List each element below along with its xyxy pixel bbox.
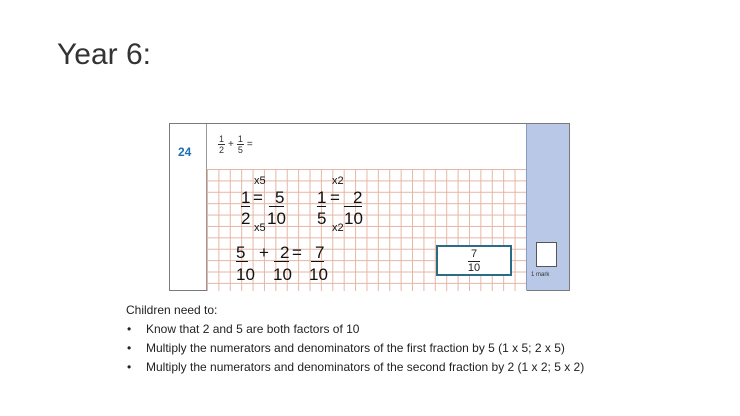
notes-list <box>126 320 584 377</box>
sum-a-numerator: 5 <box>236 244 248 262</box>
fraction2-numerator: 1 <box>317 188 327 207</box>
prompt-fraction-a <box>218 134 225 155</box>
fraction1-result-denominator: 10 <box>267 209 286 228</box>
multiplier-bottom-1: x5 <box>254 222 266 234</box>
slide-title: Year 6: <box>57 38 151 71</box>
sum-b-denominator: 10 <box>273 265 292 284</box>
question-prompt <box>218 134 253 155</box>
list-item: • Know that 2 and 5 are both factors of 10 <box>126 320 584 339</box>
multiplier-top-2: x2 <box>332 175 344 187</box>
question-number-column <box>170 124 207 290</box>
prompt-a-denominator: 2 <box>218 145 224 155</box>
answer-numerator: 7 <box>468 248 480 262</box>
question-number: 24 <box>178 145 192 159</box>
sum-equals: = <box>292 243 302 262</box>
fraction1-numerator: 1 <box>241 188 251 207</box>
mark-column <box>526 124 569 290</box>
fraction2-result-numerator: 2 <box>344 189 362 207</box>
multiplier-top-1: x5 <box>254 175 266 187</box>
fraction2-denominator: 5 <box>317 209 327 228</box>
prompt-equals: = <box>246 139 253 150</box>
fraction2-result-denominator: 10 <box>344 209 363 228</box>
fraction1-denominator: 2 <box>241 209 251 228</box>
answer-fraction <box>438 248 510 275</box>
prompt-b-numerator: 1 <box>237 134 243 144</box>
sum-result-denominator: 10 <box>309 265 328 284</box>
sum-plus: + <box>259 243 269 262</box>
multiplier-bottom-2: x2 <box>332 222 344 234</box>
mark-label: 1 mark <box>531 272 550 278</box>
prompt-b-denominator: 5 <box>237 145 243 155</box>
prompt-plus: + <box>228 139 234 150</box>
notes-section <box>126 301 584 377</box>
answer-denominator: 10 <box>467 262 481 274</box>
prompt-a-numerator: 1 <box>218 134 224 144</box>
fraction1-equals: = <box>253 188 263 207</box>
fraction1-result-numerator: 5 <box>269 189 284 207</box>
mark-checkbox <box>536 242 557 267</box>
answer-box <box>436 245 512 276</box>
fraction2-equals: = <box>330 188 340 207</box>
list-item: • Multiply the numerators and denominators of the first fraction by 5 (1 x 5; 2 x 5) <box>126 339 584 358</box>
list-item: • Multiply the numerators and denominators of the second fraction by 2 (1 x 2; 5 x 2) <box>126 358 584 377</box>
question-panel <box>169 123 570 291</box>
sum-result-numerator: 7 <box>311 244 324 262</box>
sum-a-denominator: 10 <box>236 265 255 284</box>
notes-heading: Children need to: <box>126 303 218 317</box>
sum-b-numerator: 2 <box>274 244 289 262</box>
prompt-fraction-b <box>237 134 244 155</box>
